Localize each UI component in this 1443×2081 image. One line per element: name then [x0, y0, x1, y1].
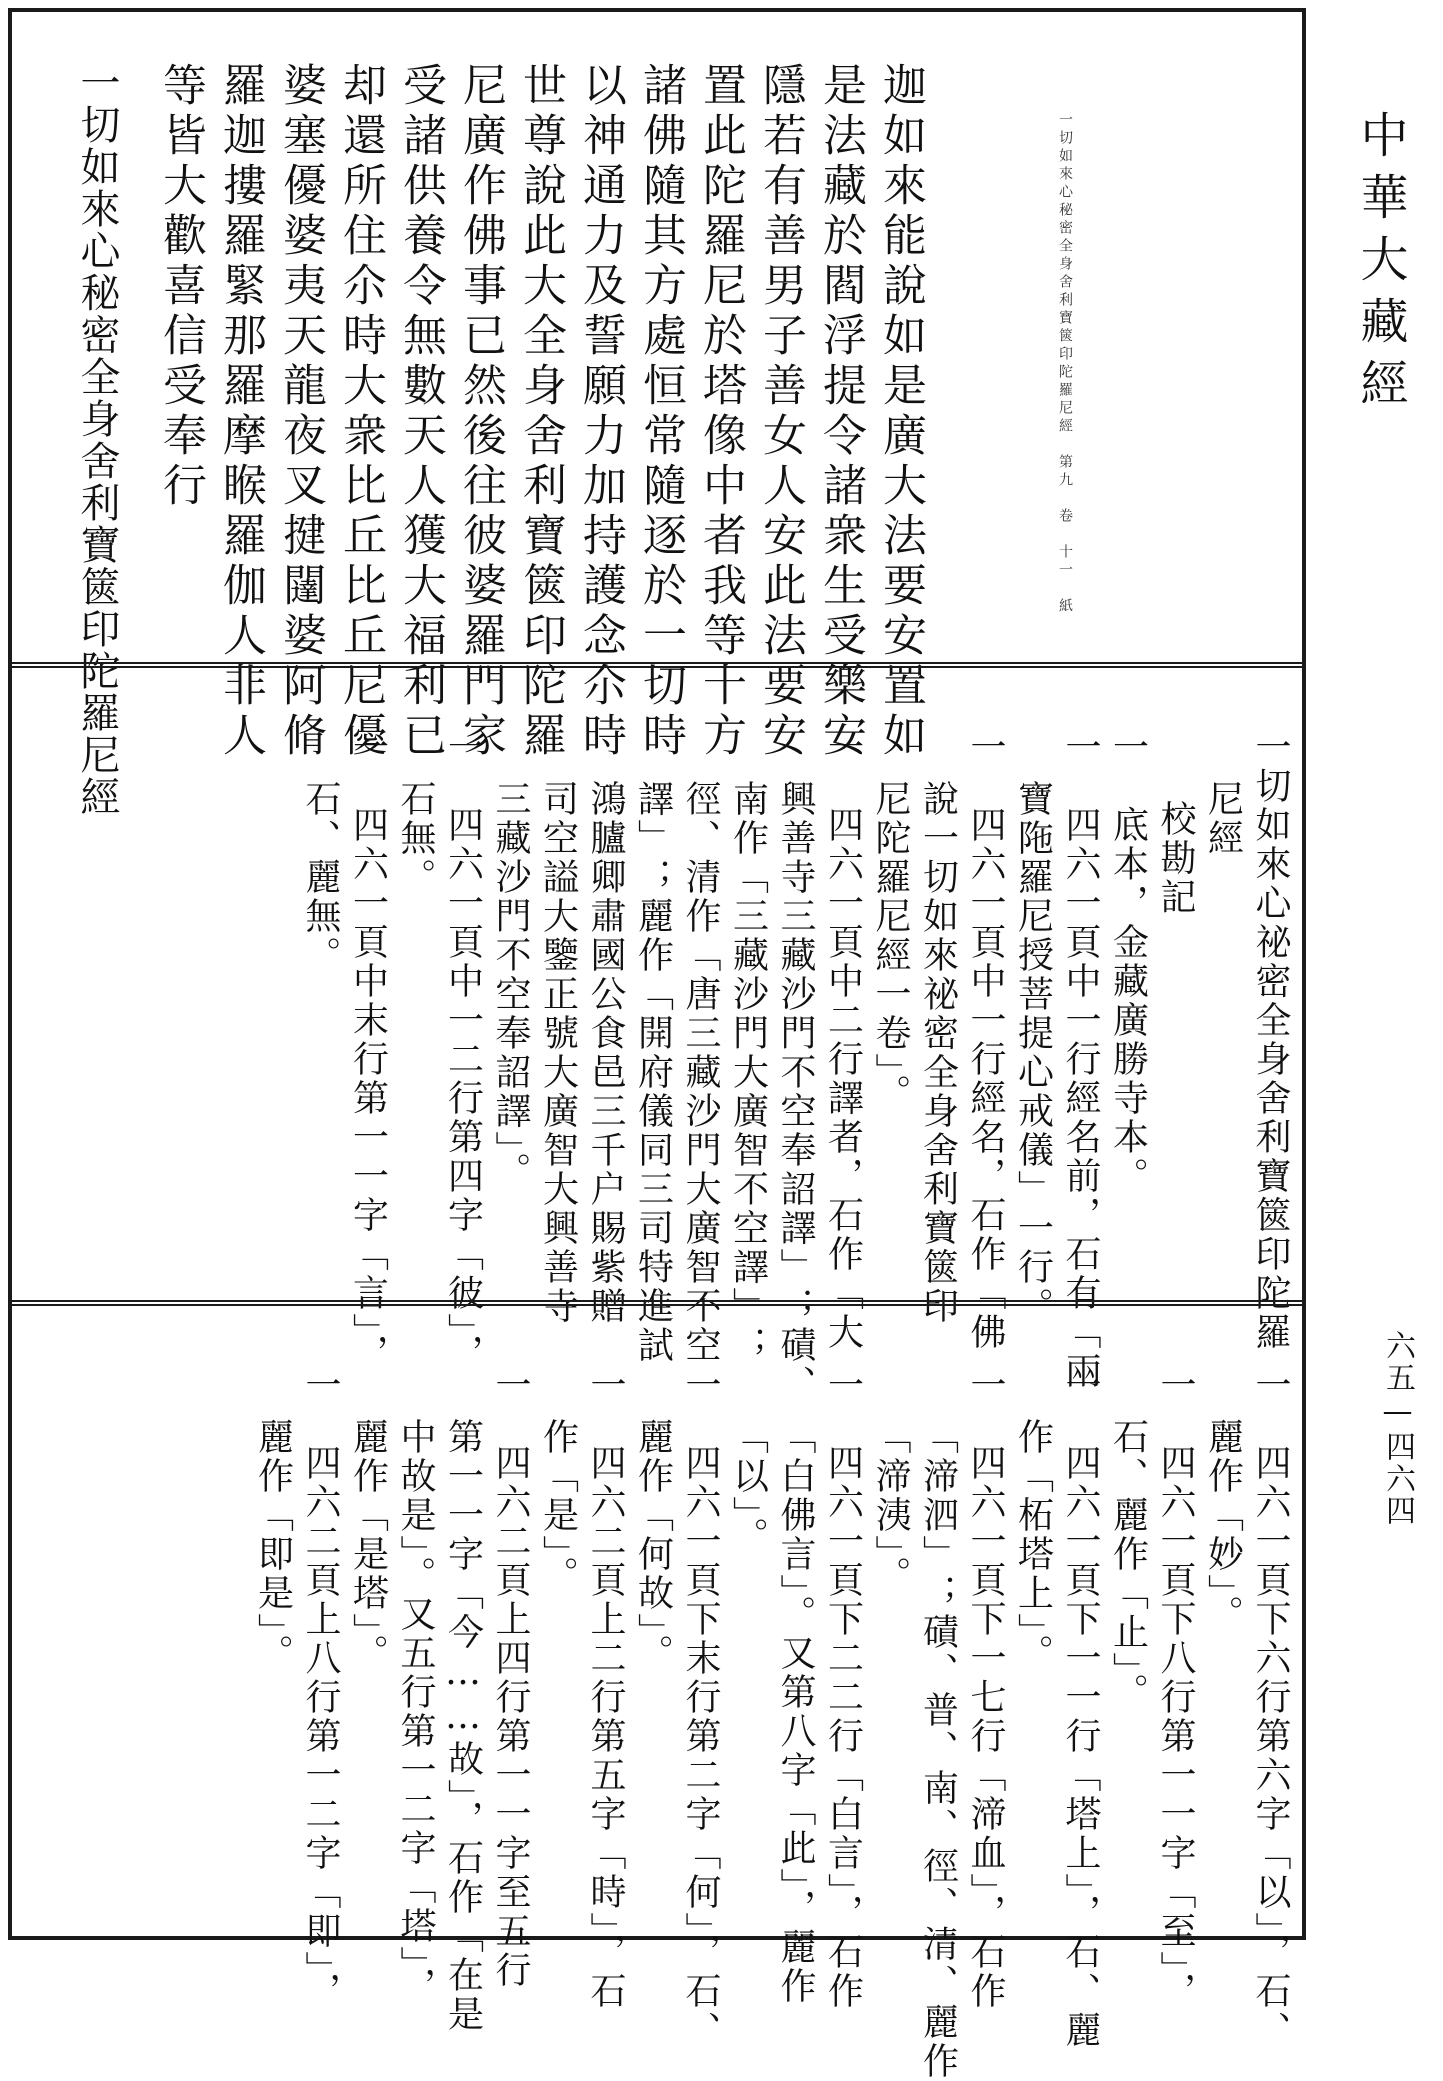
text-column: 一 四六二頁上二行第五字「時」，石	[585, 1366, 626, 2011]
text-column: 石、麗作「止」。	[1107, 1418, 1149, 1712]
text-column: 第一一字「今……故」，石作「在是	[442, 1418, 484, 2034]
text-column: 興善寺三藏沙門不空奉詔譯」；磧、	[775, 780, 816, 1404]
collation-notes-panel-2	[12, 1306, 1302, 2081]
text-column: 却還所住尒時大衆比丘比丘尼優	[335, 62, 386, 762]
text-column: 是法藏於閻浮提令諸衆生受樂安	[815, 62, 866, 762]
text-column: 三藏沙門不空奉詔譯」。	[490, 780, 531, 1191]
text-column: 「渧泗」；磧、普、南、徑、清、麗作	[917, 1418, 959, 2081]
text-column: 一 底本，金藏廣勝寺本。	[1107, 728, 1149, 1196]
text-column: 尼陀羅尼經一卷」。	[870, 780, 911, 1113]
text-column: 世尊說此大全身舍利寶篋印陀羅	[515, 62, 566, 762]
text-column: 一 四六一頁中一行經名，石作「佛	[965, 728, 1006, 1352]
text-column: 校勘記	[1155, 800, 1196, 917]
collation-notes-panel-1	[12, 668, 1302, 1404]
sutra-text-panel	[12, 12, 1302, 818]
text-column: 一 四六一頁下一七行「渧血」，石作	[965, 1366, 1006, 2011]
text-column: 羅迦摟羅緊那羅摩睺羅伽人非人	[215, 62, 266, 762]
text-column: 一 四六一頁下六行第六字「以」，石、	[1250, 1366, 1291, 2050]
text-column: 一 四六一頁中末行第一一字「言」，	[347, 728, 389, 1373]
text-column: 徑、清作「唐三藏沙門大廣智不空	[680, 780, 721, 1365]
margin-note: 一切如來心秘密全身舍利寶篋印陀羅尼經 第九 卷 十一 紙	[1057, 112, 1073, 616]
text-column: 受諸供養令無數天人獲大福利已	[395, 62, 446, 762]
text-column: 一 四六一頁中二行譯者，石作「大	[822, 728, 864, 1352]
text-column: 一 四六一頁下二二行「白言」，石作	[822, 1366, 864, 2011]
text-column: 「渧洟」。	[870, 1418, 911, 1595]
text-column: 麗作「即是」。	[252, 1418, 294, 1673]
text-column: 石無。	[395, 780, 436, 897]
text-column: 以神通力及誓願力加持護念尒時	[575, 62, 626, 762]
text-column: 「以」。	[727, 1418, 769, 1556]
text-column: 說一切如來祕密全身舍利寶篋印	[917, 780, 959, 1326]
text-column: 尼經	[1202, 780, 1244, 858]
text-column: 司空謚大鑒正號大廣智大興善寺	[537, 780, 579, 1326]
text-column: 置此陀羅尼於塔像中者我等十方	[695, 62, 746, 762]
text-column: 一 四六一頁下末行第二字「何」，石、	[680, 1366, 721, 2050]
text-column: 隱若有善男子善女人安此法要安	[755, 62, 806, 762]
text-column: 中故是」。又五行第一二字「塔」，	[395, 1418, 436, 2006]
text-column: 麗作「何故」。	[632, 1418, 674, 1673]
text-column: 作「是」。	[537, 1418, 579, 1595]
closing-title: 一切如來心秘密全身舍利寶篋印陀羅尼經	[74, 62, 120, 818]
text-column: 寶陁羅尼授菩提心戒儀」一行。	[1012, 780, 1054, 1326]
text-column: 鴻臚卿肅國公食邑三千户賜紫贈	[585, 780, 626, 1326]
text-column: 迦如來能說如是廣大法要安置如	[875, 62, 926, 762]
text-column: 麗作「是塔」。	[347, 1418, 389, 1673]
text-column: 一 四六一頁下一一行「塔上」，石、麗	[1060, 1366, 1101, 2050]
page-number: 六五—四六四	[1380, 1330, 1415, 1527]
text-column: 一切如來心祕密全身舍利寶篋印陀羅	[1250, 728, 1291, 1352]
text-column: 諸佛隨其方處恒常隨逐於一切時	[635, 62, 686, 762]
text-column: 婆塞優婆夷天龍夜叉揵闥婆阿脩	[275, 62, 326, 762]
text-column: 一 四六一頁中一二行第四字「彼」，	[442, 728, 484, 1373]
text-column: 石、麗無。	[300, 780, 341, 975]
text-column: 一 四六二頁上四行第一一字至五行	[490, 1366, 531, 1990]
page-frame	[8, 8, 1306, 2081]
text-column: 等皆大歡喜信受奉行	[155, 62, 206, 512]
text-column: 尼廣作佛事已然後往彼婆羅門家	[455, 62, 506, 762]
text-column: 「白佛言」。又第八字「此」，麗作	[775, 1418, 816, 2006]
text-column: 一 四六二頁上八行第一二字「即」，	[300, 1366, 341, 2011]
text-column: 南作「三藏沙門大廣智不空譯」；	[727, 780, 769, 1365]
text-column: 作「柘塔上」。	[1012, 1418, 1054, 1673]
text-column: 麗作「妙」。	[1202, 1418, 1244, 1634]
text-column: 一 四六一頁下八行第一一字「至」，	[1155, 1366, 1196, 2011]
text-column: 譯」；麗作「開府儀同三司特進試	[632, 780, 674, 1365]
text-column: 一 四六一頁中一行經名前，石有「兩	[1060, 728, 1101, 1391]
canon-title: 中華大藏經	[1352, 110, 1408, 420]
